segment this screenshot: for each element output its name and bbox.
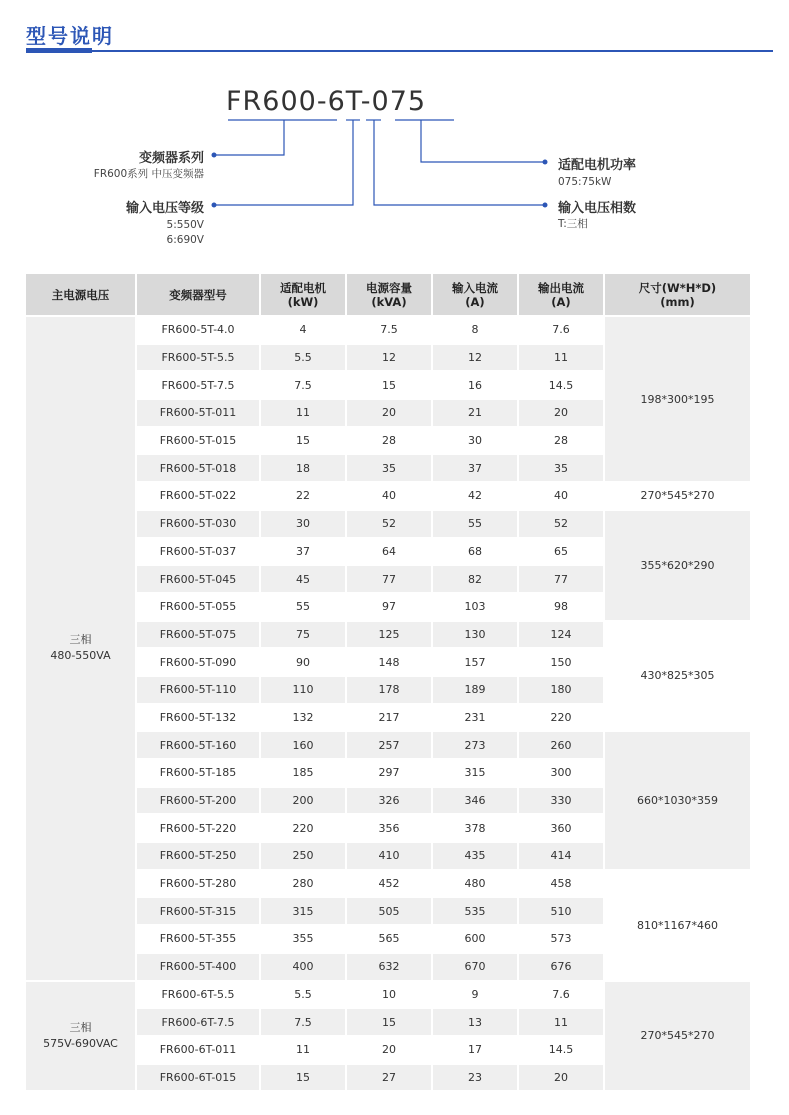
model-cell: FR600-5T-090 [136,648,260,676]
output-current-cell: 14.5 [518,371,604,399]
motor-power-cell: 4 [260,316,346,344]
connector-dot-phase [543,203,548,208]
dimensions-cell: 270*545*270 [604,981,751,1092]
table-row [26,316,751,344]
capacity-cell: 452 [346,870,432,898]
motor-power-cell: 11 [260,1036,346,1064]
output-current-cell: 573 [518,925,604,953]
capacity-cell: 356 [346,814,432,842]
input-current-cell: 30 [432,427,518,455]
output-current-cell: 7.6 [518,981,604,1009]
model-cell: FR600-5T-018 [136,454,260,482]
model-cell: FR600-5T-185 [136,759,260,787]
output-current-cell: 52 [518,510,604,538]
output-current-cell: 11 [518,1008,604,1036]
input-current-cell: 13 [432,1008,518,1036]
model-cell: FR600-5T-011 [136,399,260,427]
page-title: 型号说明 [26,24,114,48]
motor-power-cell: 110 [260,676,346,704]
input-current-cell: 9 [432,981,518,1009]
input-current-cell: 231 [432,704,518,732]
model-cell: FR600-6T-011 [136,1036,260,1064]
motor-power-cell: 280 [260,870,346,898]
dimensions-cell: 660*1030*359 [604,731,751,869]
output-current-cell: 20 [518,399,604,427]
motor-power-cell: 315 [260,897,346,925]
model-cell: FR600-5T-200 [136,787,260,815]
capacity-cell: 148 [346,648,432,676]
legend-series-desc: FR600系列 中压变频器 [93,168,204,180]
model-cell: FR600-5T-030 [136,510,260,538]
header-model: 变频器型号 [136,274,260,316]
capacity-cell: 52 [346,510,432,538]
motor-power-cell: 7.5 [260,371,346,399]
motor-power-cell: 15 [260,427,346,455]
motor-power-cell: 15 [260,1064,346,1092]
motor-power-cell: 250 [260,842,346,870]
output-current-cell: 458 [518,870,604,898]
header-input-current: 输入电流 (A) [432,274,518,316]
output-current-cell: 77 [518,565,604,593]
output-current-cell: 180 [518,676,604,704]
input-current-cell: 17 [432,1036,518,1064]
legend-power-desc: 075:75kW [558,176,612,188]
model-cell: FR600-5T-250 [136,842,260,870]
legend-phase-desc: T:三相 [558,218,588,230]
model-code-voltage: 6 [327,86,346,117]
model-code-phase: T- [345,86,372,117]
connector-dot-power [543,160,548,165]
output-current-cell: 40 [518,482,604,510]
output-current-cell: 28 [518,427,604,455]
input-current-cell: 189 [432,676,518,704]
legend-phase-title: 输入电压相数 [558,201,637,216]
motor-power-cell: 400 [260,953,346,981]
input-current-cell: 273 [432,731,518,759]
header-motor-power: 适配电机 (kW) [260,274,346,316]
model-cell: FR600-6T-015 [136,1064,260,1092]
input-current-cell: 23 [432,1064,518,1092]
capacity-cell: 35 [346,454,432,482]
capacity-cell: 297 [346,759,432,787]
motor-power-cell: 5.5 [260,981,346,1009]
legend-voltage-option-1: 5:550V [166,219,204,231]
capacity-cell: 64 [346,538,432,566]
motor-power-cell: 11 [260,399,346,427]
connector-dot-series [212,153,217,158]
model-cell: FR600-5T-022 [136,482,260,510]
model-code-power: 075 [371,86,427,117]
input-current-cell: 37 [432,454,518,482]
dimensions-cell: 198*300*195 [604,316,751,482]
header-output-current: 输出电流 (A) [518,274,604,316]
input-current-cell: 55 [432,510,518,538]
motor-power-cell: 45 [260,565,346,593]
dimensions-cell: 355*620*290 [604,510,751,621]
legend-voltage-title: 输入电压等级 [125,201,204,216]
output-current-cell: 260 [518,731,604,759]
model-cell: FR600-6T-7.5 [136,1008,260,1036]
model-cell: FR600-5T-315 [136,897,260,925]
motor-power-cell: 37 [260,538,346,566]
connector-voltage [214,120,353,205]
capacity-cell: 12 [346,344,432,372]
motor-power-cell: 200 [260,787,346,815]
model-cell: FR600-5T-4.0 [136,316,260,344]
input-current-cell: 157 [432,648,518,676]
capacity-cell: 97 [346,593,432,621]
output-current-cell: 360 [518,814,604,842]
supply-voltage-cell: 三相 575V-690VAC [26,981,136,1092]
model-cell: FR600-5T-132 [136,704,260,732]
output-current-cell: 124 [518,621,604,649]
input-current-cell: 535 [432,897,518,925]
table-row [26,981,751,1009]
output-current-cell: 330 [518,787,604,815]
input-current-cell: 21 [432,399,518,427]
output-current-cell: 35 [518,454,604,482]
capacity-cell: 257 [346,731,432,759]
output-current-cell: 7.6 [518,316,604,344]
legend-voltage-option-2: 6:690V [166,234,204,246]
capacity-cell: 10 [346,981,432,1009]
motor-power-cell: 90 [260,648,346,676]
connector-power [421,120,545,162]
header-dimensions: 尺寸(W*H*D) (mm) [604,274,751,316]
output-current-cell: 220 [518,704,604,732]
model-cell: FR600-5T-045 [136,565,260,593]
capacity-cell: 28 [346,427,432,455]
input-current-cell: 346 [432,787,518,815]
model-cell: FR600-5T-220 [136,814,260,842]
model-cell: FR600-5T-7.5 [136,371,260,399]
capacity-cell: 20 [346,1036,432,1064]
input-current-cell: 42 [432,482,518,510]
legend-power-title: 适配电机功率 [558,158,637,173]
model-cell: FR600-5T-160 [136,731,260,759]
motor-power-cell: 18 [260,454,346,482]
capacity-cell: 178 [346,676,432,704]
capacity-cell: 565 [346,925,432,953]
motor-power-cell: 22 [260,482,346,510]
title-divider [26,50,773,52]
motor-power-cell: 220 [260,814,346,842]
input-current-cell: 103 [432,593,518,621]
output-current-cell: 510 [518,897,604,925]
connector-phase [374,120,545,205]
motor-power-cell: 75 [260,621,346,649]
output-current-cell: 98 [518,593,604,621]
supply-voltage-cell: 三相 480-550VA [26,316,136,981]
model-cell: FR600-5T-355 [136,925,260,953]
output-current-cell: 300 [518,759,604,787]
header-capacity: 电源容量 (kVA) [346,274,432,316]
legend-series-title: 变频器系列 [138,151,204,166]
input-current-cell: 8 [432,316,518,344]
model-cell: FR600-5T-055 [136,593,260,621]
model-cell: FR600-5T-110 [136,676,260,704]
output-current-cell: 150 [518,648,604,676]
motor-power-cell: 55 [260,593,346,621]
capacity-cell: 20 [346,399,432,427]
motor-power-cell: 5.5 [260,344,346,372]
connector-series [214,120,284,155]
capacity-cell: 505 [346,897,432,925]
dimensions-cell: 810*1167*460 [604,870,751,981]
motor-power-cell: 185 [260,759,346,787]
dimensions-cell: 430*825*305 [604,621,751,732]
spec-table [26,274,752,1092]
motor-power-cell: 355 [260,925,346,953]
connector-dot-voltage [212,203,217,208]
output-current-cell: 676 [518,953,604,981]
model-cell: FR600-5T-015 [136,427,260,455]
model-code-prefix: FR600- [226,86,328,117]
input-current-cell: 82 [432,565,518,593]
capacity-cell: 326 [346,787,432,815]
capacity-cell: 410 [346,842,432,870]
model-code-example [226,86,426,117]
output-current-cell: 20 [518,1064,604,1092]
header-supply-voltage: 主电源电压 [26,274,136,316]
capacity-cell: 7.5 [346,316,432,344]
capacity-cell: 77 [346,565,432,593]
input-current-cell: 16 [432,371,518,399]
capacity-cell: 15 [346,371,432,399]
motor-power-cell: 7.5 [260,1008,346,1036]
title-divider-accent [26,48,92,53]
input-current-cell: 435 [432,842,518,870]
model-cell: FR600-6T-5.5 [136,981,260,1009]
input-current-cell: 670 [432,953,518,981]
input-current-cell: 600 [432,925,518,953]
capacity-cell: 632 [346,953,432,981]
dimensions-cell: 270*545*270 [604,482,751,510]
output-current-cell: 65 [518,538,604,566]
motor-power-cell: 30 [260,510,346,538]
motor-power-cell: 160 [260,731,346,759]
input-current-cell: 12 [432,344,518,372]
capacity-cell: 27 [346,1064,432,1092]
capacity-cell: 40 [346,482,432,510]
table-header-row [26,274,751,316]
motor-power-cell: 132 [260,704,346,732]
output-current-cell: 11 [518,344,604,372]
model-cell: FR600-5T-037 [136,538,260,566]
input-current-cell: 480 [432,870,518,898]
model-cell: FR600-5T-075 [136,621,260,649]
model-cell: FR600-5T-280 [136,870,260,898]
model-code-diagram [0,0,789,260]
input-current-cell: 378 [432,814,518,842]
output-current-cell: 14.5 [518,1036,604,1064]
model-cell: FR600-5T-400 [136,953,260,981]
model-cell: FR600-5T-5.5 [136,344,260,372]
input-current-cell: 130 [432,621,518,649]
capacity-cell: 217 [346,704,432,732]
input-current-cell: 315 [432,759,518,787]
capacity-cell: 125 [346,621,432,649]
output-current-cell: 414 [518,842,604,870]
input-current-cell: 68 [432,538,518,566]
capacity-cell: 15 [346,1008,432,1036]
